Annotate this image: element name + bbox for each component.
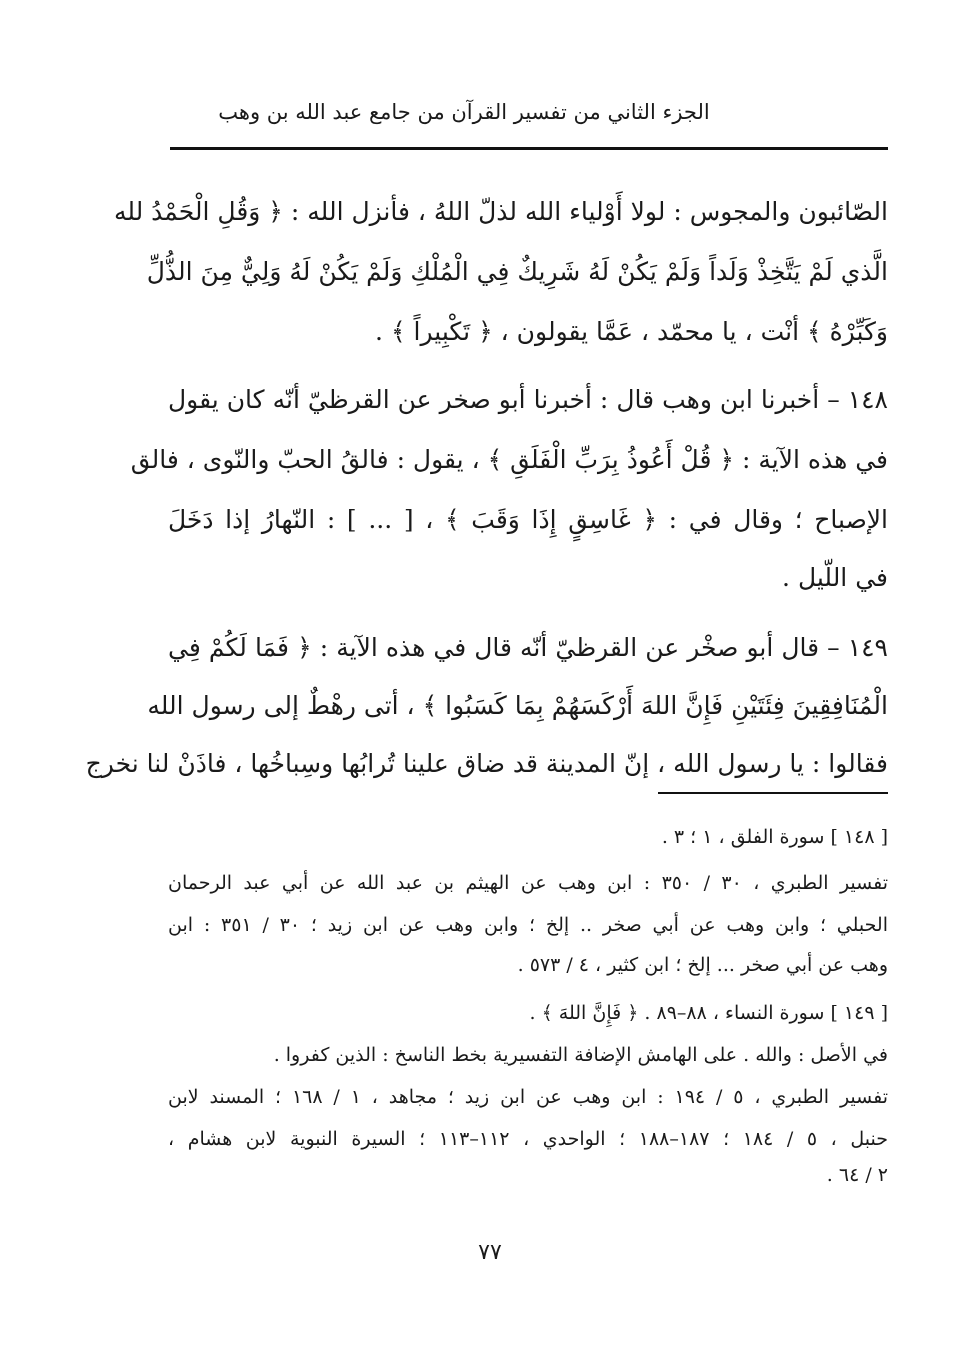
body-line: الَّذي لَمْ يَتَّخِذْ وَلَداً وَلَمْ يَكُنْ لَهُ شَرِيكٌ فِي الْمُلْكِ وَلَمْ يَكُنْ لَهُ وَلِيٌّ مِنَ الذُّلِّ (146, 257, 888, 286)
footnote-line: تفسير الطبري ، ٣٠ / ٣٥٠ : ابن وهب عن الهيثم بن عبد الله عن أبي عبد الرحمان (168, 872, 889, 894)
body-line: في هذه الآية : ﴿ قُلْ أَعُوذُ بِرَبِّ الْفَلَقِ ﴾ ، يقول : فالقُ الحبّ والنّوى ، فالق (130, 445, 888, 474)
body-line: الْمُنَافِقِينَ فِئَتَيْنِ فَإِنَّ اللهَ أَرْكَسَهُمْ بِمَا كَسَبُوا ﴾ ، أتى رهْطٌ إلى رسول الله (147, 691, 888, 720)
body-line: الصّائبون والمجوس : لولا أَوْلياء الله لذلّ اللهُ ، فأنزل الله : ﴿ وَقُلِ الْحَمْدُ لله (113, 197, 888, 226)
footnote-divider (658, 792, 888, 794)
footnote-line: ٢ / ٦٤ . (826, 1164, 888, 1186)
footnote-line: في الأصل : والله . على الهامش الإضافة التفسيرية بخط الناسخ : الذين كفروا . (273, 1044, 888, 1066)
body-line-entry-148: ١٤٨ – أخبرنا ابن وهب قال : أخبرنا أبو صخر عن القرظيّ أنّه كان يقول (168, 385, 888, 414)
footnote-line-148: [ ١٤٨ ] سورة الفلق ، ١ ؛ ٣ . (661, 826, 888, 848)
footnote-line-149: [ ١٤٩ ] سورة النساء ، ٨٨–٨٩ . ﴿ فَإِنَّ اللهَ ﴾ . (529, 1002, 888, 1024)
header-divider (170, 147, 888, 150)
body-line: فقالوا : يا رسول الله ، إنّ المدينة قد ضاق علينا تُرابُها وسِباخُها ، فاذَنْ لنا نخرج (85, 749, 888, 778)
body-line-entry-149: ١٤٩ – قال أبو صخْر عن القرظيّ أنّه قال في هذه الآية : ﴿ فَمَا لَكُمْ فِي (168, 633, 888, 662)
footnote-line: الحبلي ؛ وابن وهب عن أبي صخر .. إلخ ؛ وابن وهب عن ابن زيد ؛ ٣٠ / ٣٥١ : ابن (168, 914, 888, 936)
body-line: في اللّيل . (782, 563, 888, 592)
running-header-title: الجزء الثاني من تفسير القرآن من جامع عبد الله بن وهب (218, 100, 710, 124)
footnote-line: حنبل ، ٥ / ١٨٤ ؛ ١٨٧–١٨٨ ؛ الواحدي ، ١١٢–١١٣ ؛ السيرة النبوية لابن هشام ، (168, 1128, 888, 1150)
footnote-line: تفسير الطبري ، ٥ / ١٩٤ : ابن وهب عن ابن زيد ؛ مجاهد ، ١ / ١٦٨ ؛ المسند لابن (168, 1086, 889, 1108)
footnote-line: وهب عن أبي صخر ... إلخ ؛ ابن كثير ، ٤ / ٥٧٣ . (517, 954, 888, 976)
page-number: ٧٧ (478, 1240, 502, 1265)
body-line: الإصباح ؛ وقال في : ﴿ غَاسِقٍ إِذَا وَقَبَ ﴾ ، [ ... ] : النّهارُ إذا دَخَلَ (168, 505, 888, 534)
body-line: وَكَبِّرْهُ ﴾ أنْت ، يا محمّد ، عَمَّا يقولون ، ﴿ تَكْبِيراً ﴾ . (375, 317, 888, 346)
